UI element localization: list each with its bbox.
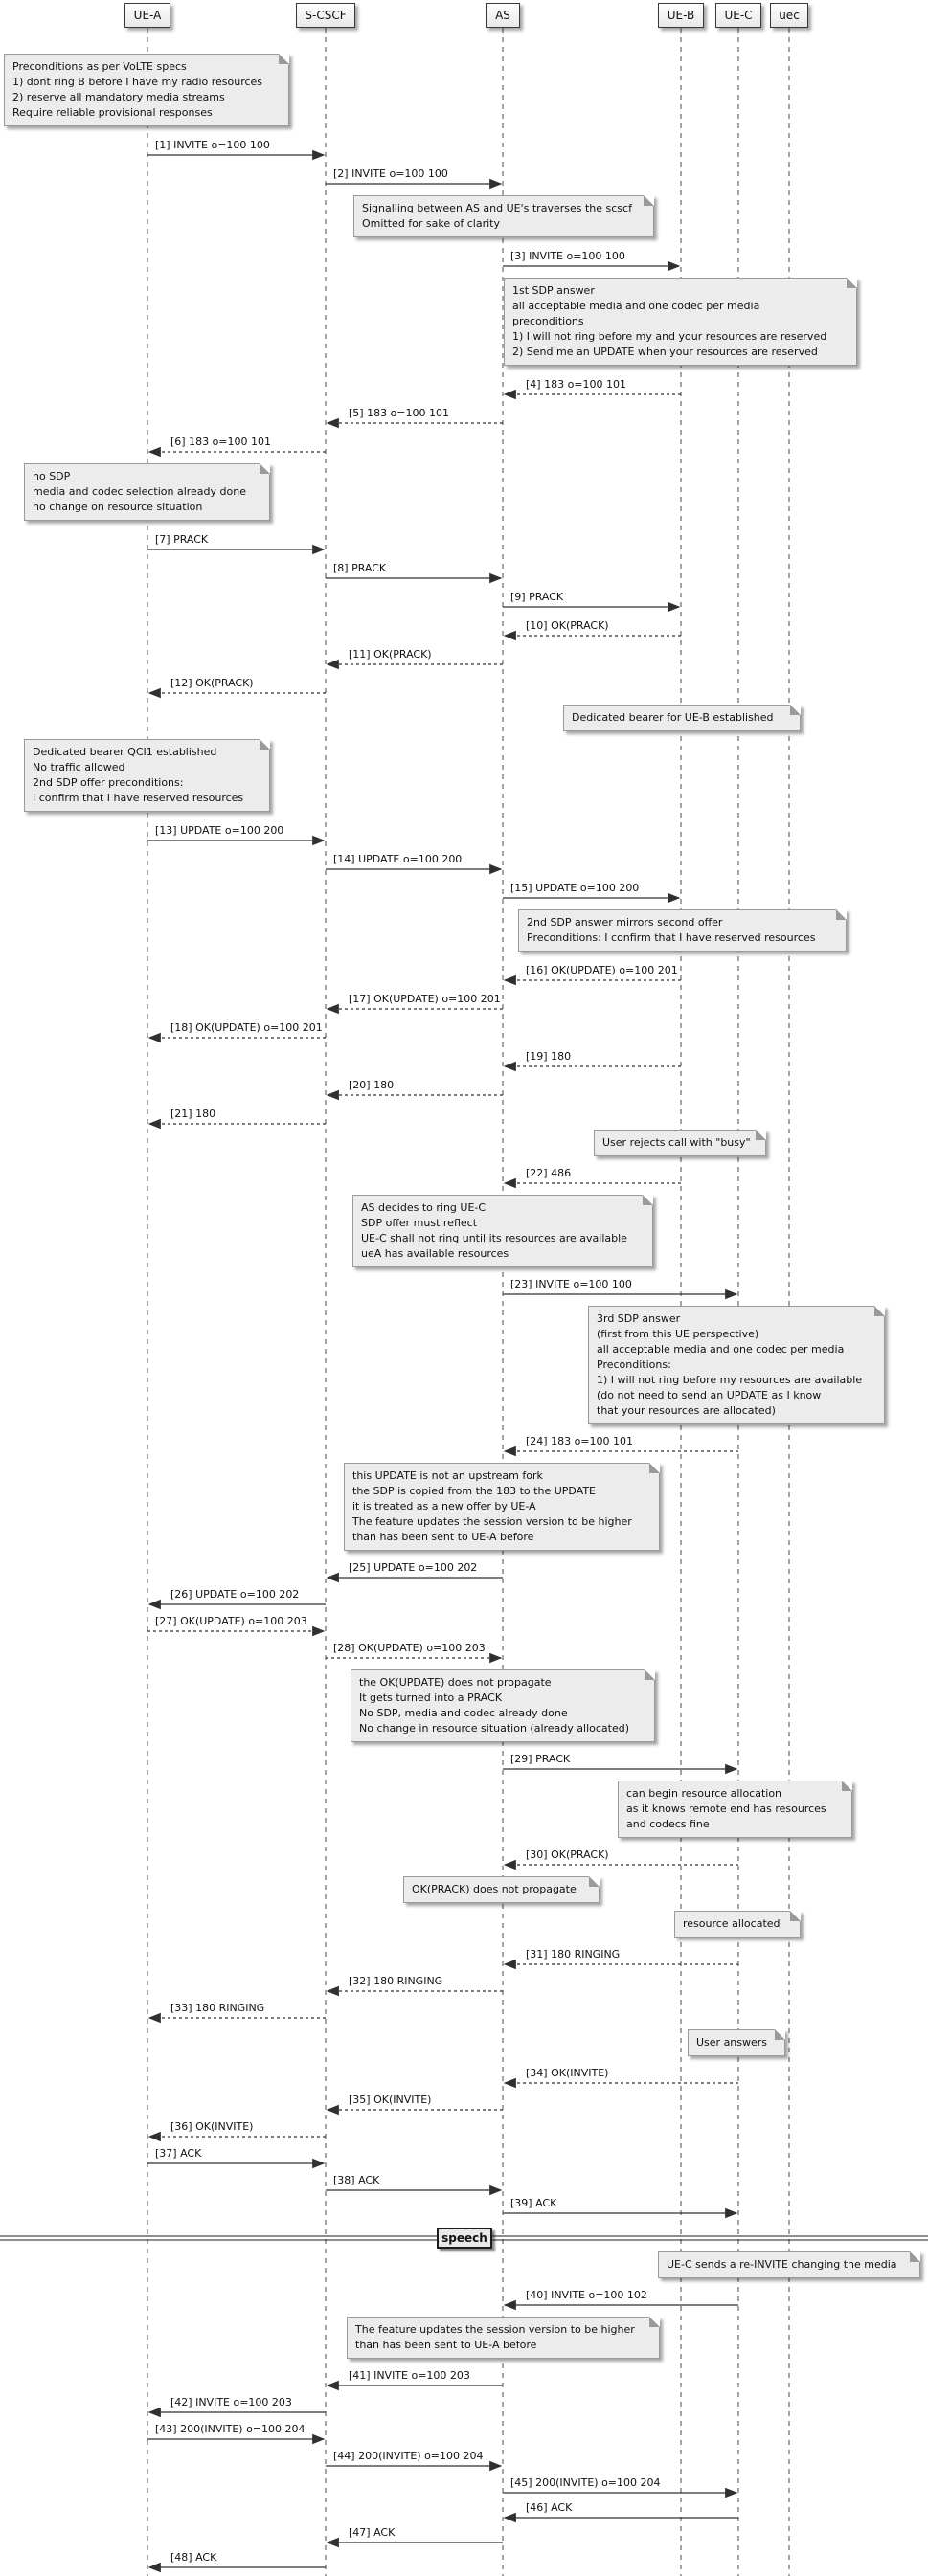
note-line: Preconditions as per VoLTE specs (12, 60, 187, 73)
participant-box-ue-b (658, 3, 704, 28)
message-label-13: [13] UPDATE o=100 200 (155, 824, 284, 837)
message-label-38: [38] ACK (333, 2174, 380, 2186)
message-label-17: [17] OK(UPDATE) o=100 201 (349, 993, 501, 1005)
note-line: Preconditions: I confirm that I have reserved resources (527, 931, 816, 944)
participant-box-ue-c (715, 3, 761, 28)
note-line: AS decides to ring UE-C (361, 1201, 487, 1214)
note-line: User rejects call with "busy" (602, 1136, 751, 1149)
message-label-27: [27] OK(UPDATE) o=100 203 (155, 1615, 307, 1627)
note-line: OK(PRACK) does not propagate (412, 1883, 577, 1895)
message-label-31: [31] 180 RINGING (526, 1948, 621, 1960)
message-label-39: [39] ACK (510, 2197, 557, 2209)
note-line: resource allocated (683, 1917, 781, 1930)
message-label-28: [28] OK(UPDATE) o=100 203 (333, 1642, 486, 1654)
note-line: No SDP, media and codec already done (359, 1707, 568, 1719)
note-line: the SDP is copied from the 183 to the UPDATE (352, 1485, 597, 1497)
note-line: 2nd SDP offer preconditions: (33, 776, 184, 789)
divider-speech (437, 2228, 492, 2249)
message-label-48: [48] ACK (170, 2551, 217, 2564)
note-line: UE-C sends a re-INVITE changing the media (667, 2258, 897, 2271)
note-17 (658, 2251, 920, 2278)
note-line: 2) reserve all mandatory media streams (12, 91, 225, 103)
note-line: 1) dont ring B before I have my radio resources (12, 76, 263, 88)
note-18 (347, 2317, 660, 2359)
message-label-34: [34] OK(INVITE) (526, 2067, 609, 2079)
message-label-16: [16] OK(UPDATE) o=100 201 (526, 964, 678, 976)
note-7 (518, 909, 847, 952)
participant-label: S-CSCF (305, 9, 347, 22)
message-label-35: [35] OK(INVITE) (349, 2094, 432, 2106)
participant-label: UE-C (724, 9, 753, 22)
message-label-6: [6] 183 o=100 101 (170, 436, 272, 448)
note-16 (688, 2029, 785, 2056)
message-label-3: [3] INVITE o=100 100 (510, 250, 625, 262)
note-line: that your resources are allocated) (597, 1404, 776, 1417)
message-label-15: [15] UPDATE o=100 200 (510, 882, 640, 894)
message-label-19: [19] 180 (526, 1050, 572, 1063)
note-line: and codecs fine (626, 1818, 710, 1830)
participant-box-s-cscf (296, 3, 355, 28)
note-line: no SDP (33, 470, 71, 482)
note-line: 3rd SDP answer (597, 1312, 681, 1325)
note-line: 2) Send me an UPDATE when your resources are reserved (512, 346, 818, 358)
note-13 (618, 1781, 852, 1838)
participant-box-as (486, 3, 520, 28)
divider-label: speech (441, 2231, 487, 2245)
note-line: than has been sent to UE-A before (355, 2339, 537, 2351)
message-label-21: [21] 180 (170, 1108, 216, 1120)
message-label-18: [18] OK(UPDATE) o=100 201 (170, 1021, 323, 1034)
note-line: I confirm that I have reserved resources (33, 792, 244, 804)
participant-box-uec (770, 3, 808, 28)
note-line: SDP offer must reflect (361, 1217, 478, 1229)
note-line: No traffic allowed (33, 761, 125, 773)
note-line: 1) I will not ring before my and your resources are reserved (512, 330, 827, 343)
message-label-23: [23] INVITE o=100 100 (510, 1278, 632, 1290)
note-10 (588, 1306, 885, 1424)
message-label-26: [26] UPDATE o=100 202 (170, 1588, 300, 1601)
note-2 (353, 195, 654, 237)
note-line: no change on resource situation (33, 501, 203, 513)
note-line: ueA has available resources (361, 1247, 509, 1260)
note-14 (403, 1876, 600, 1903)
message-label-14: [14] UPDATE o=100 200 (333, 853, 463, 865)
note-line: all acceptable media and one codec per media (597, 1343, 845, 1355)
note-line: UE-C shall not ring until its resources are available (361, 1232, 627, 1244)
message-label-20: [20] 180 (349, 1079, 395, 1091)
message-label-46: [46] ACK (526, 2501, 573, 2514)
message-label-43: [43] 200(INVITE) o=100 204 (155, 2423, 306, 2435)
message-label-22: [22] 486 (526, 1167, 572, 1179)
message-label-47: [47] ACK (349, 2526, 396, 2539)
note-line: can begin resource allocation (626, 1787, 782, 1800)
note-line: No change in resource situation (already allocated) (359, 1722, 630, 1735)
note-line: this UPDATE is not an upstream fork (352, 1469, 543, 1482)
note-line: all acceptable media and one codec per media (512, 300, 760, 312)
note-8 (594, 1130, 766, 1156)
note-line: Require reliable provisional responses (12, 106, 213, 119)
message-label-11: [11] OK(PRACK) (349, 648, 432, 661)
message-label-25: [25] UPDATE o=100 202 (349, 1561, 478, 1574)
note-line: (first from this UE perspective) (597, 1328, 759, 1340)
note-line: 2nd SDP answer mirrors second offer (527, 916, 723, 929)
note-5 (563, 705, 801, 731)
note-line: The feature updates the session version to be higher (352, 1515, 632, 1528)
note-line: Dedicated bearer for UE-B established (572, 711, 774, 724)
message-label-12: [12] OK(PRACK) (170, 677, 254, 689)
message-label-36: [36] OK(INVITE) (170, 2120, 254, 2133)
message-label-41: [41] INVITE o=100 203 (349, 2369, 470, 2382)
note-1 (4, 54, 289, 126)
note-line: the OK(UPDATE) does not propagate (359, 1676, 552, 1689)
note-line: preconditions (512, 315, 584, 327)
participant-label: uec (779, 9, 800, 22)
message-label-45: [45] 200(INVITE) o=100 204 (510, 2476, 661, 2489)
message-label-4: [4] 183 o=100 101 (526, 378, 627, 391)
note-line: The feature updates the session version to be higher (355, 2323, 635, 2336)
message-label-8: [8] PRACK (333, 562, 387, 574)
note-6 (24, 739, 270, 812)
note-12 (351, 1669, 655, 1742)
note-line: It gets turned into a PRACK (359, 1691, 503, 1704)
note-line: User answers (696, 2036, 768, 2049)
note-line: 1st SDP answer (512, 284, 595, 297)
note-line: 1) I will not ring before my resources are available (597, 1374, 863, 1386)
note-line: Dedicated bearer QCI1 established (33, 746, 217, 758)
participant-label: AS (495, 9, 510, 22)
note-3 (504, 278, 857, 366)
note-line: media and codec selection already done (33, 485, 246, 498)
note-line: (do not need to send an UPDATE as I know (597, 1389, 822, 1401)
participant-box-ue-a (124, 3, 170, 28)
note-line: Omitted for sake of clarity (362, 217, 500, 230)
note-line: it is treated as a new offer by UE-A (352, 1500, 536, 1512)
note-line: Signalling between AS and UE's traverses the scscf (362, 202, 632, 214)
message-label-1: [1] INVITE o=100 100 (155, 139, 270, 151)
message-label-2: [2] INVITE o=100 100 (333, 168, 448, 180)
message-label-9: [9] PRACK (510, 591, 564, 603)
note-line: Preconditions: (597, 1358, 671, 1371)
message-label-33: [33] 180 RINGING (170, 2002, 265, 2014)
note-11 (344, 1463, 660, 1551)
message-label-10: [10] OK(PRACK) (526, 619, 609, 632)
message-label-32: [32] 180 RINGING (349, 1975, 443, 1987)
message-label-24: [24] 183 o=100 101 (526, 1435, 634, 1447)
message-label-37: [37] ACK (155, 2147, 202, 2160)
message-label-30: [30] OK(PRACK) (526, 1848, 609, 1861)
message-label-7: [7] PRACK (155, 533, 209, 546)
participant-label: UE-B (667, 9, 695, 22)
message-label-42: [42] INVITE o=100 203 (170, 2396, 292, 2408)
participant-label: UE-A (133, 9, 162, 22)
message-label-40: [40] INVITE o=100 102 (526, 2289, 647, 2301)
note-line: than has been sent to UE-A before (352, 1531, 534, 1543)
message-label-5: [5] 183 o=100 101 (349, 407, 450, 419)
note-9 (352, 1195, 653, 1267)
message-label-44: [44] 200(INVITE) o=100 204 (333, 2450, 484, 2462)
message-label-29: [29] PRACK (510, 1753, 571, 1765)
note-line: as it knows remote end has resources (626, 1803, 826, 1815)
note-4 (24, 463, 270, 521)
note-15 (674, 1911, 801, 1938)
